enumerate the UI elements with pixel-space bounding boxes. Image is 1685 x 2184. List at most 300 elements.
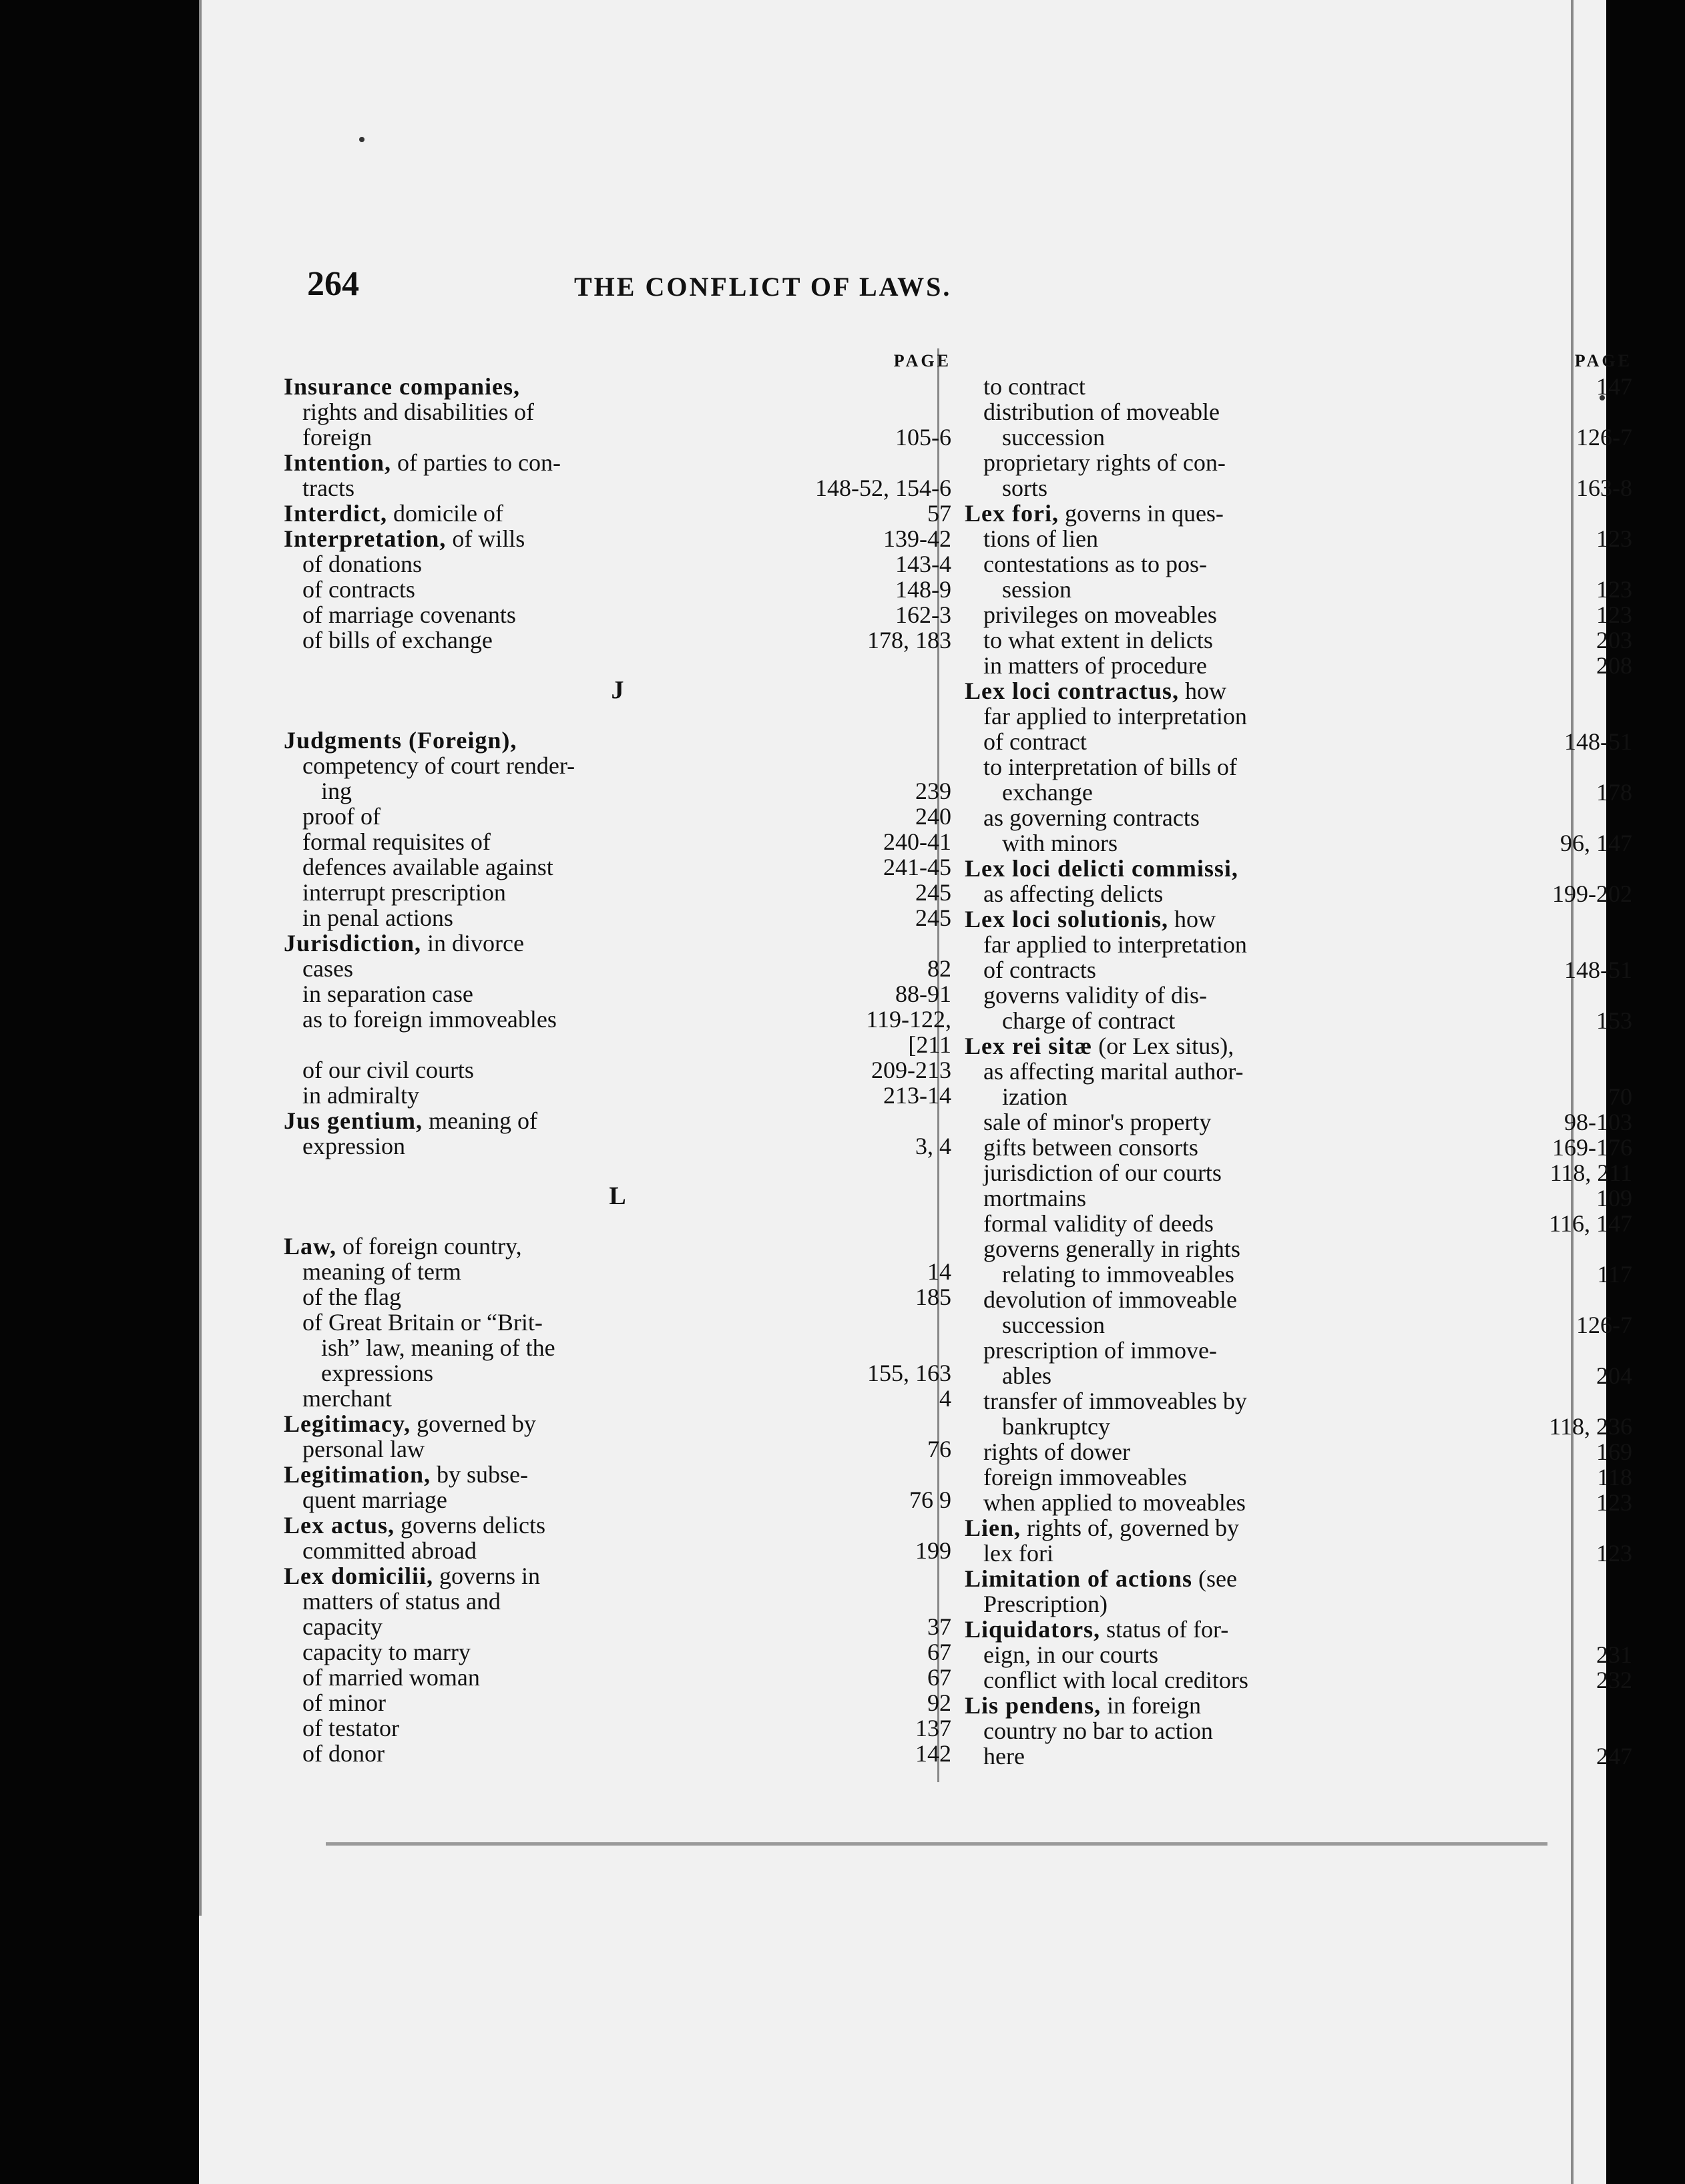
entry-text: privileges on moveables	[983, 601, 1217, 628]
entry-continuation	[965, 1743, 1632, 1769]
entry-first-line	[983, 1160, 1632, 1185]
entry-text: prescription of immove-	[983, 1337, 1217, 1364]
page-reference: 123	[1596, 1540, 1632, 1567]
index-entry	[284, 854, 951, 880]
entry-text: far applied to interpretation	[983, 931, 1247, 958]
entry-text: session	[1002, 576, 1072, 603]
entry-text: lex fori	[983, 1540, 1053, 1567]
entry-first-line	[965, 1693, 1632, 1718]
index-entry	[284, 1234, 951, 1284]
page-reference: 203	[1596, 627, 1632, 653]
entry-continuation	[284, 956, 951, 981]
index-entry	[965, 1185, 1632, 1211]
entry-continuation	[284, 1436, 951, 1462]
entry-text: by subse-	[430, 1461, 528, 1488]
entry-first-line	[302, 981, 951, 1007]
entry-text: ing	[321, 778, 352, 804]
page-reference: 185	[915, 1284, 951, 1310]
entry-text: succession	[1002, 424, 1105, 451]
index-entry	[284, 1108, 951, 1159]
entry-first-line	[965, 856, 1632, 881]
entry-text: (or Lex situs),	[1092, 1033, 1234, 1059]
index-column-right	[965, 348, 1632, 1769]
page-reference: 96, 147	[1560, 830, 1632, 856]
index-entry	[284, 450, 951, 501]
index-entry	[284, 880, 951, 905]
entry-heading: Lex rei sitæ	[965, 1033, 1093, 1059]
entry-text: proprietary rights of con-	[983, 449, 1226, 476]
entry-continuation	[983, 1262, 1632, 1287]
entry-first-line	[302, 829, 951, 854]
entry-first-line	[983, 1338, 1632, 1363]
entry-heading: Limitation of actions	[965, 1565, 1192, 1592]
entry-text: ables	[1002, 1362, 1051, 1389]
entry-text: as affecting delicts	[983, 880, 1164, 907]
page-reference: 148-9	[895, 576, 951, 603]
entry-first-line	[302, 1741, 951, 1766]
page-reference: 142	[915, 1740, 951, 1767]
index-entry	[965, 1033, 1632, 1059]
entry-continuation	[983, 425, 1632, 450]
entry-continuation	[302, 778, 951, 804]
index-entry	[284, 1310, 951, 1386]
index-entry	[965, 1059, 1632, 1109]
entry-first-line	[284, 1513, 951, 1538]
index-entry	[284, 1411, 951, 1462]
page-reference: 139-42	[883, 525, 951, 552]
entry-text: to contract	[983, 373, 1086, 400]
entry-continuation	[965, 704, 1632, 729]
index-entry	[965, 1160, 1632, 1185]
entry-text: interrupt prescription	[302, 879, 506, 906]
index-entry	[284, 829, 951, 854]
entry-text: of wills	[446, 525, 525, 552]
index-entry	[965, 1388, 1632, 1439]
entry-first-line	[983, 1211, 1632, 1236]
entry-continuation	[284, 399, 951, 425]
page-reference: 119-122,	[866, 1006, 951, 1033]
entry-text: cases	[302, 955, 353, 982]
entry-heading: Lex domicilii,	[284, 1563, 433, 1589]
entry-text: as affecting marital author-	[983, 1058, 1244, 1085]
page-reference: 148-52, 154-6	[815, 475, 951, 501]
entry-text: expressions	[321, 1360, 433, 1386]
entry-text: committed abroad	[302, 1537, 477, 1564]
entry-first-line	[983, 602, 1632, 627]
entry-first-line	[284, 1411, 951, 1436]
entry-continuation	[983, 1084, 1632, 1109]
entry-continuation	[302, 1032, 951, 1057]
index-entry	[965, 551, 1632, 602]
entry-continuation	[983, 830, 1632, 856]
index-column-left	[284, 348, 951, 1766]
entry-heading: Jus gentium,	[284, 1107, 423, 1134]
entry-first-line	[983, 1439, 1632, 1464]
page-number: 264	[307, 265, 359, 303]
entry-first-line	[302, 1690, 951, 1715]
index-entry	[965, 1135, 1632, 1160]
entry-first-line	[983, 1236, 1632, 1262]
entry-first-line	[983, 1059, 1632, 1084]
entry-first-line	[983, 983, 1632, 1008]
index-entry	[965, 1667, 1632, 1693]
section-letter: L	[609, 1182, 626, 1210]
entry-text: of contracts	[983, 957, 1096, 983]
entry-first-line	[983, 450, 1632, 475]
entry-text: how	[1178, 677, 1226, 704]
entry-first-line	[284, 1563, 951, 1589]
entry-text: bankruptcy	[1002, 1413, 1110, 1440]
entry-text: rights of dower	[983, 1438, 1130, 1465]
entry-text: as governing contracts	[983, 804, 1200, 831]
entry-first-line	[302, 1310, 951, 1335]
index-entry	[284, 374, 951, 450]
page-reference: 169-176	[1552, 1134, 1632, 1161]
entry-heading: Interpretation,	[284, 525, 447, 552]
entry-first-line	[983, 881, 1632, 906]
entry-first-line	[302, 577, 951, 602]
page-reference: 178	[1596, 779, 1632, 806]
entry-text: in admiralty	[302, 1082, 419, 1109]
page-reference: 163-8	[1576, 475, 1632, 501]
page-reference: 117	[1597, 1261, 1632, 1288]
page-reference: 213-14	[883, 1082, 951, 1109]
entry-text: of donor	[302, 1740, 385, 1767]
entry-text: in matters of procedure	[983, 652, 1207, 679]
page-reference: [211	[908, 1031, 951, 1058]
entry-text: meaning of	[423, 1107, 537, 1134]
index-entry	[965, 1515, 1632, 1566]
entry-continuation	[302, 1335, 951, 1360]
entry-continuation	[284, 425, 951, 450]
page-header	[307, 264, 1255, 304]
entry-text: ish” law, meaning of the	[321, 1334, 555, 1361]
index-entry	[965, 1338, 1632, 1388]
index-entry	[965, 374, 1632, 399]
entry-continuation	[983, 1008, 1632, 1033]
section-letter: J	[611, 676, 624, 704]
entry-first-line	[983, 1388, 1632, 1414]
entry-first-line	[284, 728, 951, 753]
entry-text: of minor	[302, 1689, 386, 1716]
entry-text: with minors	[1002, 830, 1118, 856]
index-entry	[284, 1639, 951, 1665]
index-entry	[284, 753, 951, 804]
entry-first-line	[965, 501, 1632, 526]
index-entry	[965, 501, 1632, 551]
page-reference: 137	[915, 1715, 951, 1741]
entry-text: eign, in our courts	[983, 1641, 1158, 1668]
index-entry	[284, 1690, 951, 1715]
entry-first-line	[302, 1386, 951, 1411]
index-entry	[284, 1386, 951, 1411]
index-entry	[965, 1566, 1632, 1617]
index-entry	[965, 1693, 1632, 1769]
entry-first-line	[302, 1639, 951, 1665]
page-reference: 3, 4	[915, 1133, 951, 1159]
entry-text: matters of status and	[302, 1588, 501, 1615]
entry-text: succession	[1002, 1312, 1105, 1338]
entry-text: Prescription)	[983, 1591, 1108, 1617]
entry-text: expression	[302, 1133, 405, 1159]
entry-text: contestations as to pos-	[983, 551, 1207, 577]
entry-text: mortmains	[983, 1185, 1086, 1211]
entry-heading: Lex loci delicti commissi,	[965, 855, 1238, 882]
entry-first-line	[284, 1108, 951, 1133]
entry-first-line	[284, 1462, 951, 1487]
index-entry	[284, 526, 951, 551]
index-entry	[965, 399, 1632, 450]
entry-text: sale of minor's property	[983, 1109, 1212, 1135]
entry-text: formal requisites of	[302, 828, 491, 855]
page-reference: 76	[927, 1436, 951, 1462]
entry-text: in penal actions	[302, 904, 453, 931]
entry-first-line	[302, 804, 951, 829]
entry-first-line	[302, 602, 951, 627]
page-reference: 92	[927, 1689, 951, 1716]
entry-text: when applied to moveables	[983, 1489, 1246, 1516]
entry-text: of parties to con-	[391, 449, 561, 476]
entry-heading: Legitimation,	[284, 1461, 431, 1488]
index-entry	[284, 551, 951, 577]
entry-heading: Lex loci solutionis,	[965, 906, 1169, 932]
page-reference: 204	[1596, 1362, 1632, 1389]
running-title: THE CONFLICT OF LAWS.	[574, 272, 952, 302]
index-entry	[284, 1057, 951, 1083]
entry-text: foreign	[302, 424, 372, 451]
entry-first-line	[983, 1490, 1632, 1515]
entry-first-line	[284, 1234, 951, 1259]
entry-continuation	[965, 932, 1632, 957]
page-reference: 178, 183	[867, 627, 951, 653]
entry-heading: Legitimacy,	[284, 1410, 411, 1437]
entry-continuation	[983, 1363, 1632, 1388]
entry-heading: Lex actus,	[284, 1512, 395, 1539]
page-reference: 239	[915, 778, 951, 804]
index-entry	[965, 627, 1632, 653]
entry-continuation	[983, 780, 1632, 805]
entry-text: governs delicts	[395, 1512, 545, 1539]
entry-continuation	[302, 1360, 951, 1386]
index-entry	[965, 906, 1632, 983]
entry-first-line	[302, 551, 951, 577]
page-reference: 118, 211	[1549, 1159, 1632, 1186]
entry-heading: Interdict,	[284, 500, 387, 527]
entry-continuation	[965, 957, 1632, 983]
entry-continuation	[983, 577, 1632, 602]
entry-heading: Lex loci contractus,	[965, 677, 1179, 704]
page-reference: 67	[927, 1639, 951, 1665]
entry-text: merchant	[302, 1385, 392, 1412]
entry-text: transfer of immoveables by	[983, 1388, 1247, 1414]
index-entry	[965, 805, 1632, 856]
entry-text: devolution of immoveable	[983, 1286, 1237, 1313]
page-reference: 82	[927, 955, 951, 982]
index-entry	[965, 983, 1632, 1033]
entry-text: of foreign country,	[336, 1233, 522, 1260]
entry-first-line	[983, 653, 1632, 678]
page-reference: 245	[915, 904, 951, 931]
page-reference: 123	[1596, 601, 1632, 628]
entry-heading: Lex fori,	[965, 500, 1059, 527]
entry-continuation	[965, 1642, 1632, 1667]
entry-text: in divorce	[421, 930, 524, 957]
entry-continuation	[983, 1312, 1632, 1338]
entry-first-line	[983, 1287, 1632, 1312]
page-reference: 37	[927, 1613, 951, 1640]
page-reference: 153	[1596, 1007, 1632, 1034]
entry-heading: Insurance companies,	[284, 373, 521, 400]
entry-text: country no bar to action	[983, 1717, 1213, 1744]
index-entry	[284, 1741, 951, 1766]
entry-first-line	[965, 906, 1632, 932]
page-reference: 105-6	[895, 424, 951, 451]
entry-text: jurisdiction of our courts	[983, 1159, 1222, 1186]
page-reference: 109	[1596, 1185, 1632, 1211]
entry-first-line	[284, 374, 951, 399]
entry-continuation	[983, 475, 1632, 501]
index-entry	[284, 501, 951, 526]
index-entry	[965, 1617, 1632, 1667]
page-edge-line	[199, 0, 202, 1916]
index-entry	[965, 881, 1632, 906]
entry-text: capacity	[302, 1613, 383, 1640]
index-entry	[965, 1439, 1632, 1464]
page-reference: 76 9	[909, 1486, 951, 1513]
entry-text: governed by	[410, 1410, 536, 1437]
entry-continuation	[965, 1541, 1632, 1566]
page-column-label: PAGE	[893, 351, 951, 370]
entry-first-line	[983, 1464, 1632, 1490]
entry-heading: Jurisdiction,	[284, 930, 422, 957]
entry-first-line	[983, 1185, 1632, 1211]
entry-first-line	[284, 930, 951, 956]
entry-first-line	[284, 526, 951, 551]
entry-first-line	[302, 880, 951, 905]
entry-first-line	[302, 1057, 951, 1083]
page-reference: 118, 236	[1549, 1413, 1632, 1440]
entry-continuation	[284, 1259, 951, 1284]
page-reference: 148-51	[1564, 957, 1632, 983]
index-entry	[284, 1462, 951, 1513]
entry-text: of donations	[302, 551, 422, 577]
page-reference: 240	[915, 803, 951, 830]
entry-text: governs in ques-	[1058, 500, 1224, 527]
page-reference: 232	[1596, 1667, 1632, 1693]
entry-first-line	[983, 805, 1632, 830]
page-reference: 14	[927, 1258, 951, 1285]
entry-text: rights of, governed by	[1021, 1515, 1239, 1541]
index-entry	[284, 1665, 951, 1690]
index-entry	[284, 1083, 951, 1108]
entry-continuation	[965, 1591, 1632, 1617]
page-reference: 123	[1596, 525, 1632, 552]
entry-text: here	[983, 1743, 1025, 1769]
index-entry	[965, 1236, 1632, 1287]
entry-text: of the flag	[302, 1284, 401, 1310]
page-reference: 4	[939, 1385, 951, 1412]
entry-text: as to foreign immoveables	[302, 1006, 557, 1033]
entry-text: governs in	[433, 1563, 540, 1589]
entry-text: competency of court render-	[302, 752, 575, 779]
page-reference: 116, 147	[1549, 1210, 1632, 1237]
page-reference: 199	[915, 1537, 951, 1564]
page-reference: 240-41	[883, 828, 951, 855]
index-entry	[284, 1513, 951, 1563]
index-entry	[965, 678, 1632, 754]
entry-text: of testator	[302, 1715, 399, 1741]
page-reference: 126-7	[1576, 1312, 1632, 1338]
index-entry	[284, 602, 951, 627]
page-reference: 88-91	[895, 981, 951, 1007]
entry-text: of marriage covenants	[302, 601, 516, 628]
entry-continuation	[284, 1133, 951, 1159]
page-reference: 148-51	[1564, 728, 1632, 755]
index-entry	[284, 981, 951, 1007]
entry-text: relating to immoveables	[1002, 1261, 1234, 1288]
entry-first-line	[983, 627, 1632, 653]
entry-text: rights and disabilities of	[302, 398, 534, 425]
entry-first-line	[302, 1083, 951, 1108]
entry-text: of contract	[983, 728, 1087, 755]
entry-first-line	[983, 374, 1632, 399]
entry-text: of Great Britain or “Brit-	[302, 1309, 543, 1336]
entry-text: of married woman	[302, 1664, 480, 1691]
index-entry	[284, 627, 951, 653]
page-reference: 247	[1596, 1743, 1632, 1769]
index-entry	[284, 728, 951, 753]
entry-first-line	[983, 551, 1632, 577]
index-entry	[284, 577, 951, 602]
entry-heading: Law,	[284, 1233, 337, 1260]
entry-text: status of for-	[1100, 1616, 1229, 1643]
entry-text: of our civil courts	[302, 1057, 474, 1083]
page-column-label: PAGE	[1574, 351, 1632, 370]
index-entry	[284, 905, 951, 930]
index-entry	[284, 804, 951, 829]
entry-first-line	[965, 678, 1632, 704]
page-reference: 123	[1596, 576, 1632, 603]
index-entry	[965, 450, 1632, 501]
entry-text: of contracts	[302, 576, 415, 603]
entry-first-line	[302, 1284, 951, 1310]
entry-text: ization	[1002, 1083, 1067, 1110]
entry-continuation	[965, 1718, 1632, 1743]
page-reference: 143-4	[895, 551, 951, 577]
entry-text: defences available against	[302, 854, 553, 880]
entry-first-line	[302, 1007, 951, 1032]
entry-first-line	[983, 399, 1632, 425]
entry-first-line	[302, 627, 951, 653]
page-reference: 57	[927, 500, 951, 527]
index-entry	[965, 602, 1632, 627]
entry-text: conflict with local creditors	[983, 1667, 1248, 1693]
index-entry	[284, 1284, 951, 1310]
page-reference: 67	[927, 1664, 951, 1691]
entry-continuation	[284, 475, 951, 501]
entry-first-line	[983, 1667, 1632, 1693]
entry-text: formal validity of deeds	[983, 1210, 1214, 1237]
index-entry	[965, 1464, 1632, 1490]
index-entry	[965, 856, 1632, 881]
page-reference: 231	[1596, 1641, 1632, 1668]
entry-heading: Lien,	[965, 1515, 1021, 1541]
index-entry	[965, 1109, 1632, 1135]
page-reference: 245	[915, 879, 951, 906]
entry-text: quent marriage	[302, 1486, 447, 1513]
entry-text: domicile of	[387, 500, 503, 527]
entry-first-line	[284, 450, 951, 475]
